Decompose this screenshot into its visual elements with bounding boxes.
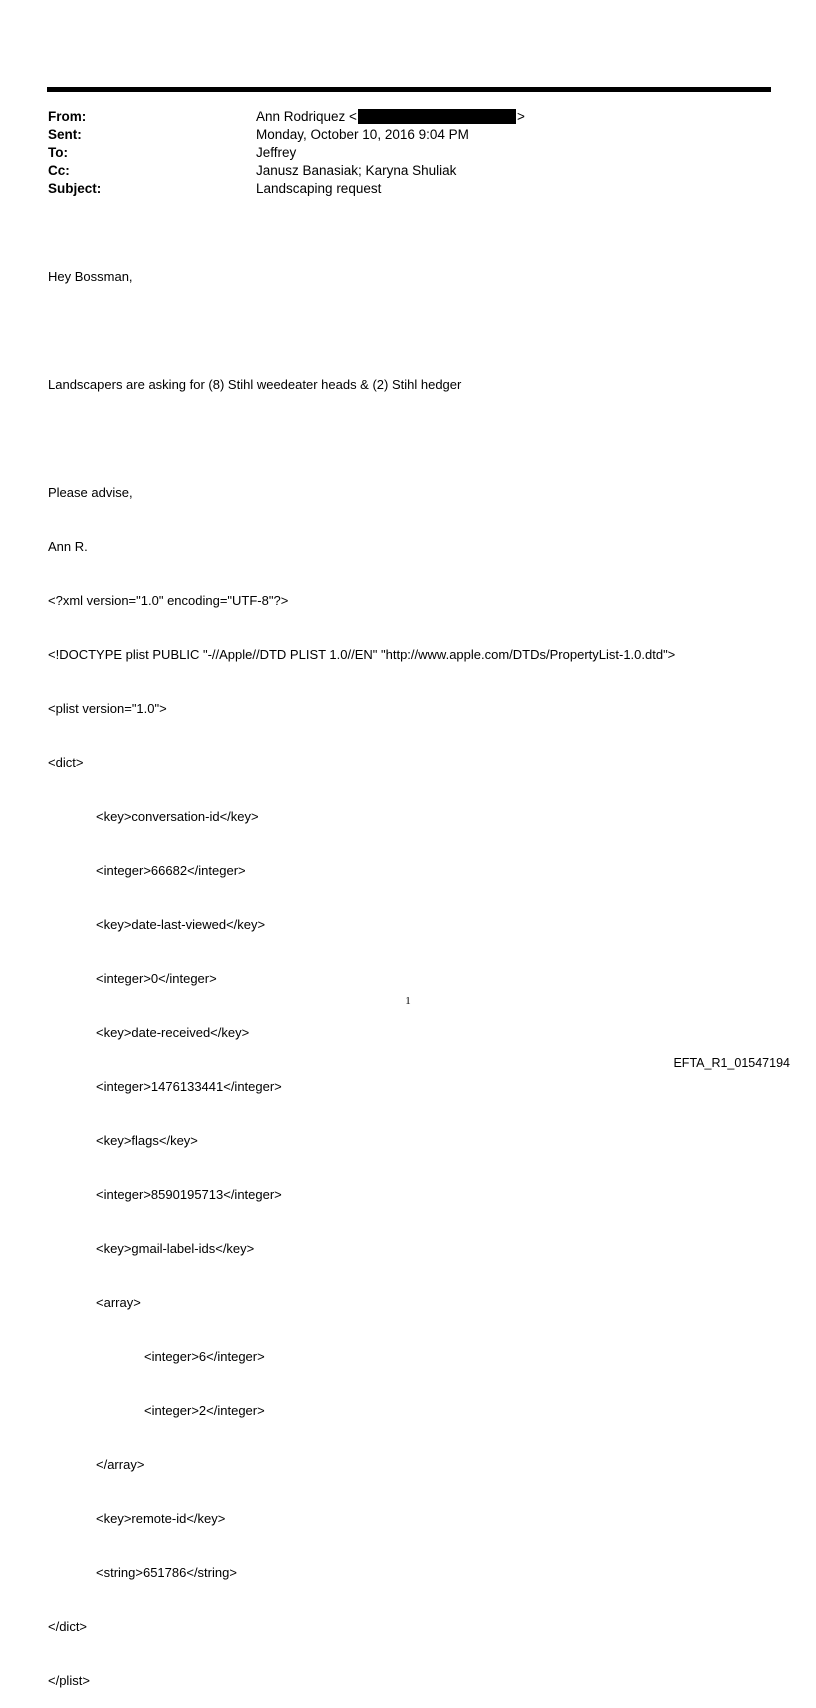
to-label: To: xyxy=(48,145,68,160)
plist-line: <integer>66682</integer> xyxy=(96,863,246,878)
to-value: Jeffrey xyxy=(256,145,297,160)
plist-line: </plist> xyxy=(48,1673,90,1688)
sent-label: Sent: xyxy=(48,127,82,142)
from-label: From: xyxy=(48,109,87,124)
plist-line: <string>651786</string> xyxy=(96,1565,237,1580)
plist-line: </dict> xyxy=(48,1619,88,1634)
sent-value: Monday, October 10, 2016 9:04 PM xyxy=(256,127,469,142)
plist-line: <integer>2</integer> xyxy=(144,1403,265,1418)
message-text: Landscapers are asking for (8) Stihl weedeater heads & (2) Stihl hedger xyxy=(48,377,462,392)
plist-line: <dict> xyxy=(48,755,84,770)
bates-number: EFTA_R1_01547194 xyxy=(673,1056,790,1070)
redaction-box xyxy=(358,109,516,124)
plist-line: <key>gmail-label-ids</key> xyxy=(96,1241,255,1256)
email-body xyxy=(48,232,675,1708)
greeting: Hey Bossman, xyxy=(48,269,133,284)
closing: Please advise, xyxy=(48,485,133,500)
plist-line: <key>date-received</key> xyxy=(96,1025,250,1040)
blank-line xyxy=(48,430,675,448)
plist-line: <key>conversation-id</key> xyxy=(96,809,259,824)
header-rule xyxy=(47,87,771,92)
plist-line: <integer>0</integer> xyxy=(96,971,217,986)
plist-line: <integer>6</integer> xyxy=(144,1349,265,1364)
from-close: > xyxy=(516,109,525,124)
signature: Ann R. xyxy=(48,539,88,554)
plist-line: <array> xyxy=(96,1295,141,1310)
plist-line: </array> xyxy=(96,1457,145,1472)
from-name: Ann Rodriquez < xyxy=(256,109,357,124)
plist-line: <plist version="1.0"> xyxy=(48,701,167,716)
blank-line xyxy=(48,322,675,340)
plist-line: <integer>1476133441</integer> xyxy=(96,1079,282,1094)
plist-line: <key>date-last-viewed</key> xyxy=(96,917,266,932)
plist-line: <key>remote-id</key> xyxy=(96,1511,226,1526)
plist-line: <key>flags</key> xyxy=(96,1133,198,1148)
subject-value: Landscaping request xyxy=(256,181,382,196)
page-number: 1 xyxy=(405,995,411,1007)
subject-label: Subject: xyxy=(48,181,102,196)
from-value xyxy=(256,108,525,126)
plist-line: <?xml version="1.0" encoding="UTF-8"?> xyxy=(48,593,289,608)
plist-line: <integer>8590195713</integer> xyxy=(96,1187,282,1202)
cc-value: Janusz Banasiak; Karyna Shuliak xyxy=(256,163,457,178)
plist-line: <!DOCTYPE plist PUBLIC "-//Apple//DTD PLIST 1.0//EN" "http://www.apple.com/DTDs/PropertyList-1.0.dtd"> xyxy=(48,647,676,662)
cc-label: Cc: xyxy=(48,163,70,178)
